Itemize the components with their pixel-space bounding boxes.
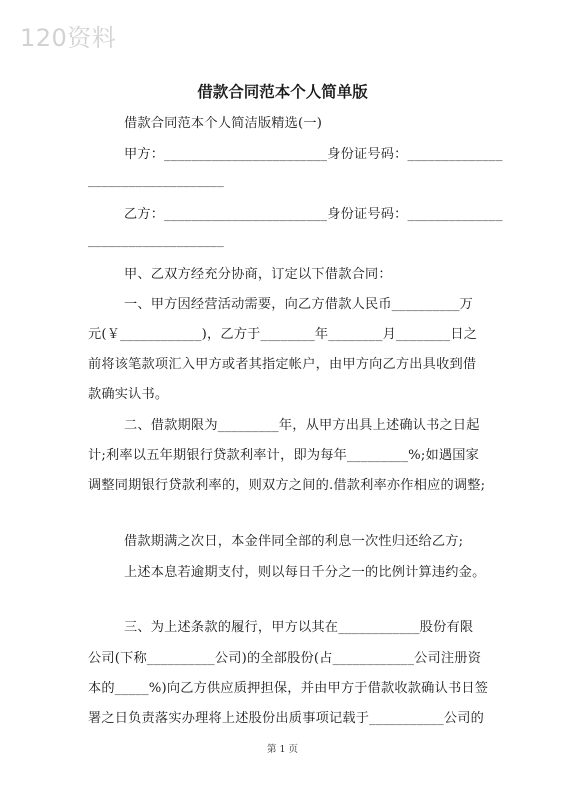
- party-a-id-continuation: ____________________: [88, 173, 224, 188]
- clause-2-line-3: 调整同期银行贷款利率的，则双方之间的.借款利率亦作相应的调整;: [88, 478, 486, 493]
- clause-3-line-1: 三、为上述条款的履行，甲方以其在____________股份有限: [124, 620, 474, 635]
- clause-3-line-2: 公司(下称__________公司)的全部股份(占____________公司注册资: [88, 651, 482, 666]
- clause-3-line-4: 署之日负责落实办理将上述股份出质事项记载于___________公司的: [88, 711, 485, 726]
- clause-2-line-2: 计;利率以五年期银行贷款利率计，即为每年_________%;如遇国家: [88, 448, 480, 463]
- clause-1-line-4: 款确实认书。: [88, 387, 169, 402]
- page-number: 第 1 页: [266, 744, 299, 755]
- document-title: 借款合同范本个人简单版: [197, 82, 368, 101]
- clause-1-line-1: 一、甲方因经营活动需要，向乙方借款人民币__________万: [124, 297, 474, 312]
- clause-1-line-2: 元(￥____________)，乙方于________年________月________日之: [88, 327, 478, 342]
- party-b-id-continuation: ____________________: [88, 233, 224, 248]
- party-b-line: 乙方：________________________身份证号码：______________: [124, 207, 503, 222]
- intro-line: 甲、乙双方经充分协商，订定以下借款合同：: [124, 267, 392, 282]
- watermark: 120资料: [20, 24, 117, 52]
- clause-2-line-5: 上述本息若逾期支付，则以每日千分之一的比例计算违约金。: [124, 565, 486, 580]
- party-a-line: 甲方：________________________身份证号码：______________: [124, 147, 503, 162]
- clause-1-line-3: 前将该笔款项汇入甲方或者其指定帐户，由甲方向乙方出具收到借: [88, 357, 477, 372]
- clause-3-line-3: 本的_____%)向乙方供应质押担保，并由甲方于借款收款确认书日签: [88, 681, 489, 696]
- clause-2-line-1: 二、借款期限为_________年，从甲方出具上述确认书之日起: [124, 418, 480, 433]
- subtitle-line: 借款合同范本个人简洁版精选(一): [124, 116, 323, 131]
- clause-2-line-4: 借款期满之次日，本金伴同全部的利息一次性归还给乙方;: [124, 534, 464, 549]
